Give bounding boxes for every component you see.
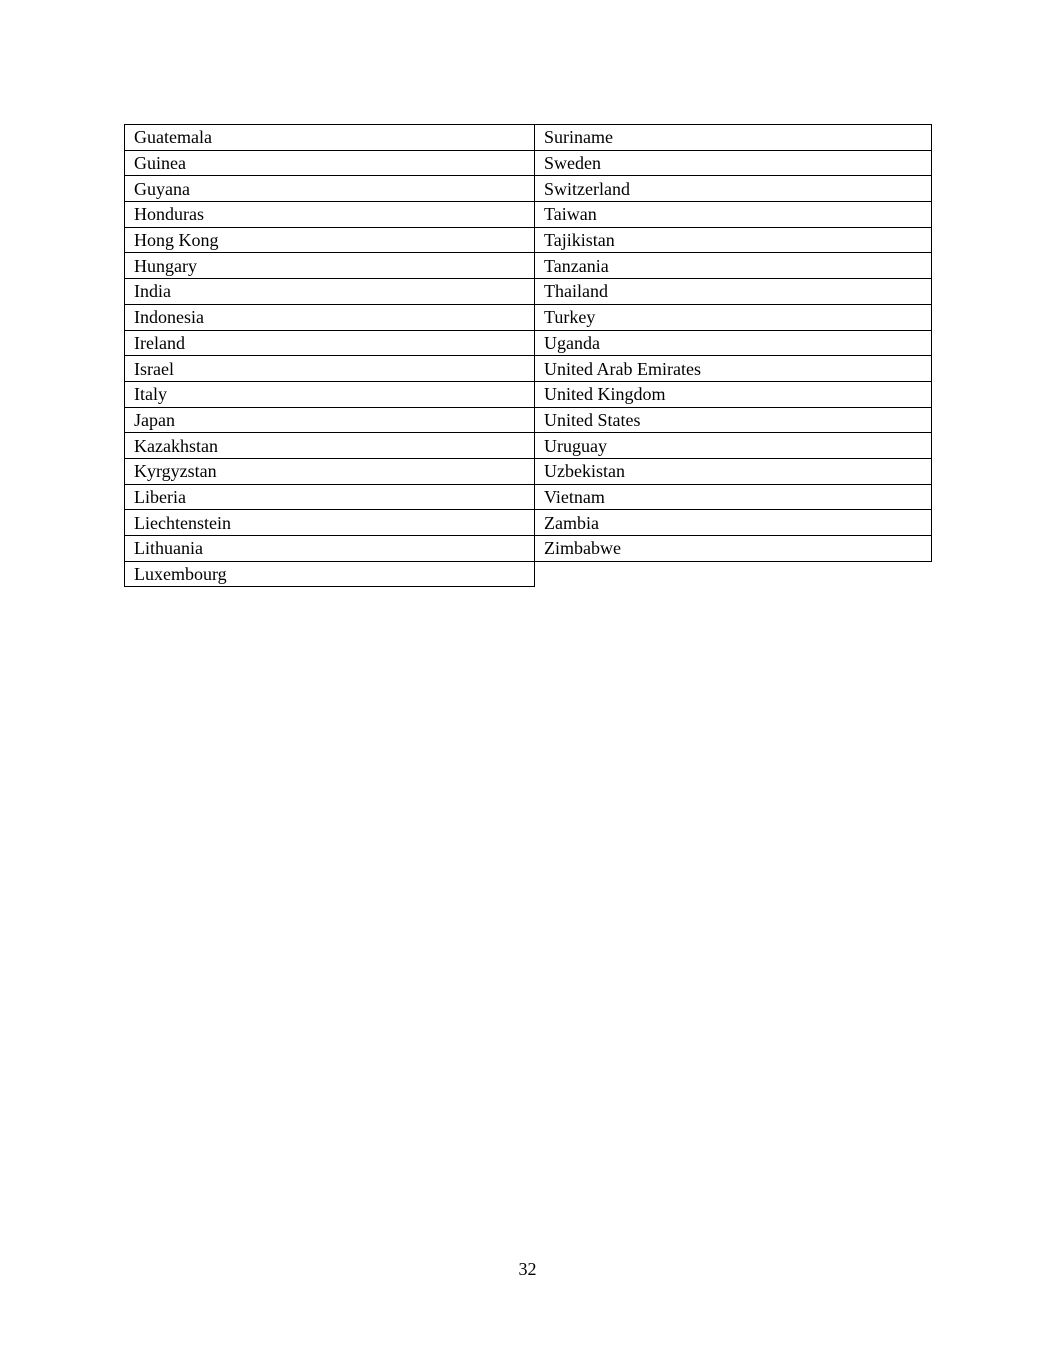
table-cell: Thailand [535,279,932,305]
table-row [125,536,932,562]
table-cell: Liberia [125,484,535,510]
table-cell: United Kingdom [535,381,932,407]
table-row [125,433,932,459]
table-cell: Tajikistan [535,227,932,253]
table-cell: Tanzania [535,253,932,279]
table-cell: Suriname [535,125,932,151]
table-row [125,125,932,151]
table-row [125,458,932,484]
table-row [125,150,932,176]
table-row [125,561,932,587]
table-cell: Kazakhstan [125,433,535,459]
table-cell: Uganda [535,330,932,356]
table-cell: Guatemala [125,125,535,151]
table-cell: Israel [125,356,535,382]
table-row [125,510,932,536]
table-row [125,253,932,279]
table-cell: Uruguay [535,433,932,459]
table-cell: Kyrgyzstan [125,458,535,484]
table-row [125,279,932,305]
table-cell: Taiwan [535,202,932,228]
table-cell: Guinea [125,150,535,176]
table-cell: India [125,279,535,305]
table-cell: Sweden [535,150,932,176]
page-number: 32 [518,1259,537,1279]
table-row [125,484,932,510]
table-cell: Luxembourg [125,561,535,587]
table-cell: Turkey [535,304,932,330]
table-row [125,176,932,202]
empty-cell [535,561,932,587]
table-row [125,202,932,228]
table-row [125,330,932,356]
country-table [124,124,932,587]
table-row [125,227,932,253]
table-cell: Vietnam [535,484,932,510]
table-cell: Liechtenstein [125,510,535,536]
table-row [125,304,932,330]
table-row [125,407,932,433]
table-cell: United Arab Emirates [535,356,932,382]
table-cell: Uzbekistan [535,458,932,484]
table-cell: Japan [125,407,535,433]
table-cell: Ireland [125,330,535,356]
table-row [125,356,932,382]
table-cell: Zambia [535,510,932,536]
table-cell: United States [535,407,932,433]
table-cell: Lithuania [125,536,535,562]
table-cell: Zimbabwe [535,536,932,562]
table-cell: Hong Kong [125,227,535,253]
table-cell: Switzerland [535,176,932,202]
table-cell: Guyana [125,176,535,202]
table-cell: Indonesia [125,304,535,330]
table-cell: Honduras [125,202,535,228]
table-cell: Hungary [125,253,535,279]
table-cell: Italy [125,381,535,407]
table-row [125,381,932,407]
